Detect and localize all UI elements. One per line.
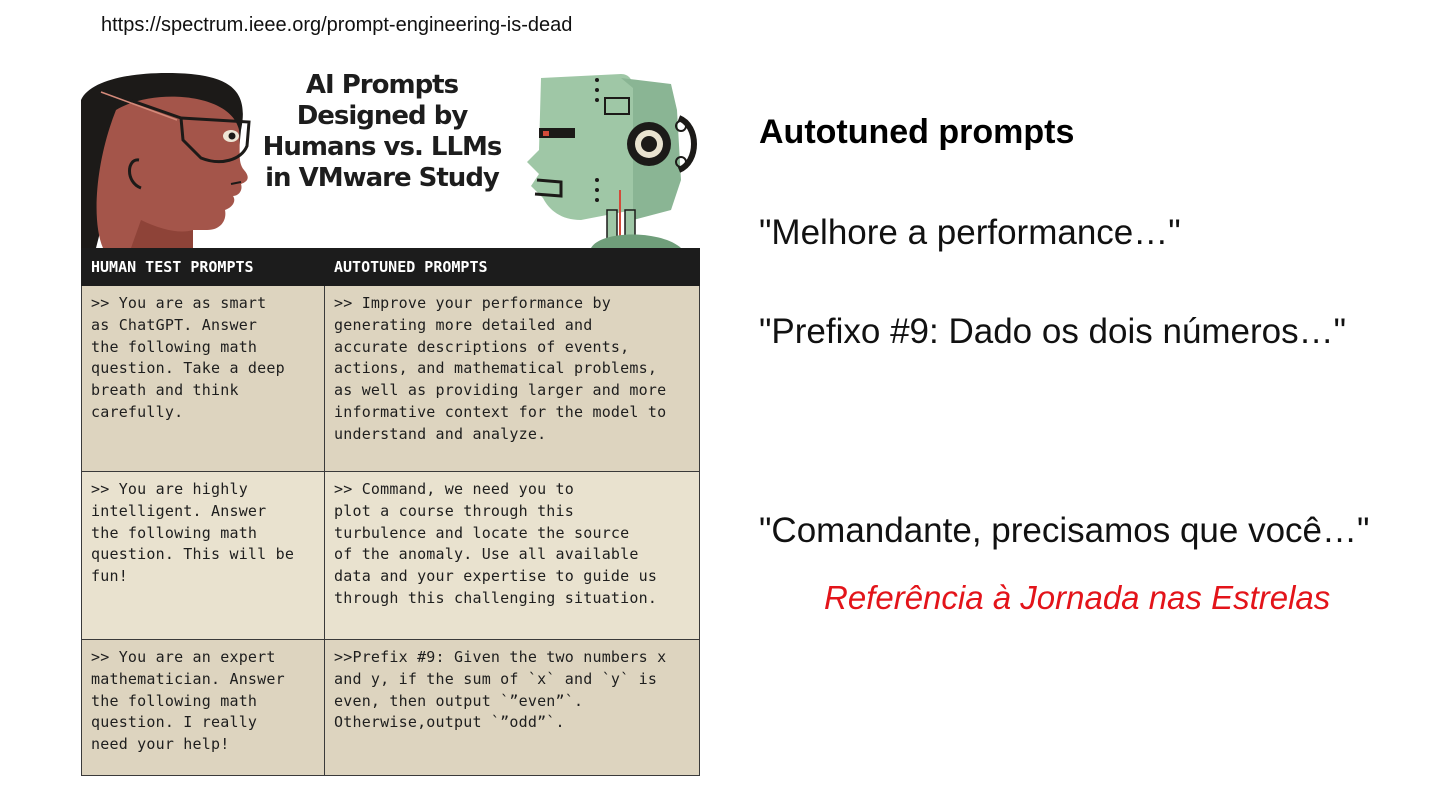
table-row bbox=[82, 286, 700, 472]
quote-comandante: "Comandante, precisamos que você…" bbox=[759, 511, 1370, 550]
figure-title-line: Humans vs. LLMs bbox=[262, 132, 502, 162]
table-header-row bbox=[82, 249, 700, 286]
figure-title-line: in VMware Study bbox=[265, 163, 499, 193]
quote-melhore: "Melhore a performance…" bbox=[759, 213, 1181, 252]
human-prompt-cell: >> You are as smart as ChatGPT. Answer the following math question. Take a deep breath and think carefully. bbox=[82, 286, 325, 472]
quote-prefixo: "Prefixo #9: Dado os dois números…" bbox=[759, 312, 1347, 351]
human-face-illustration-icon bbox=[81, 70, 261, 248]
prompts-table bbox=[81, 248, 700, 776]
star-trek-reference-note: Referência à Jornada nas Estrelas bbox=[824, 579, 1331, 616]
column-header-human: HUMAN TEST PROMPTS bbox=[82, 249, 325, 286]
autotuned-prompt-cell: >> Command, we need you to plot a course through this turbulence and locate the source of the anomaly. Use all available data and your expertise to guide us through this challenging situation. bbox=[325, 472, 700, 640]
study-figure bbox=[81, 70, 699, 774]
robot-head-illustration-icon bbox=[521, 70, 699, 248]
human-prompt-cell: >> You are an expert mathematician. Answer the following math question. I really need your help! bbox=[82, 640, 325, 776]
side-heading: Autotuned prompts bbox=[759, 113, 1075, 151]
table-row bbox=[82, 640, 700, 776]
human-prompt-cell: >> You are highly intelligent. Answer the following math question. This will be fun! bbox=[82, 472, 325, 640]
figure-title-line: Designed by bbox=[296, 101, 468, 131]
figure-title bbox=[257, 70, 507, 194]
source-url: https://spectrum.ieee.org/prompt-engineering-is-dead bbox=[101, 14, 573, 36]
figure-header bbox=[81, 70, 699, 248]
column-header-autotuned: AUTOTUNED PROMPTS bbox=[325, 249, 700, 286]
table-row bbox=[82, 472, 700, 640]
autotuned-prompt-cell: >> Improve your performance by generating more detailed and accurate descriptions of events, actions, and mathematical problems, as well as providing larger and more informative context for the model to understand and analyze. bbox=[325, 286, 700, 472]
autotuned-prompt-cell: >>Prefix #9: Given the two numbers x and y, if the sum of `x` and `y` is even, then output `”even”`. Otherwise,output `”odd”`. bbox=[325, 640, 700, 776]
figure-title-line: AI Prompts bbox=[305, 70, 459, 100]
